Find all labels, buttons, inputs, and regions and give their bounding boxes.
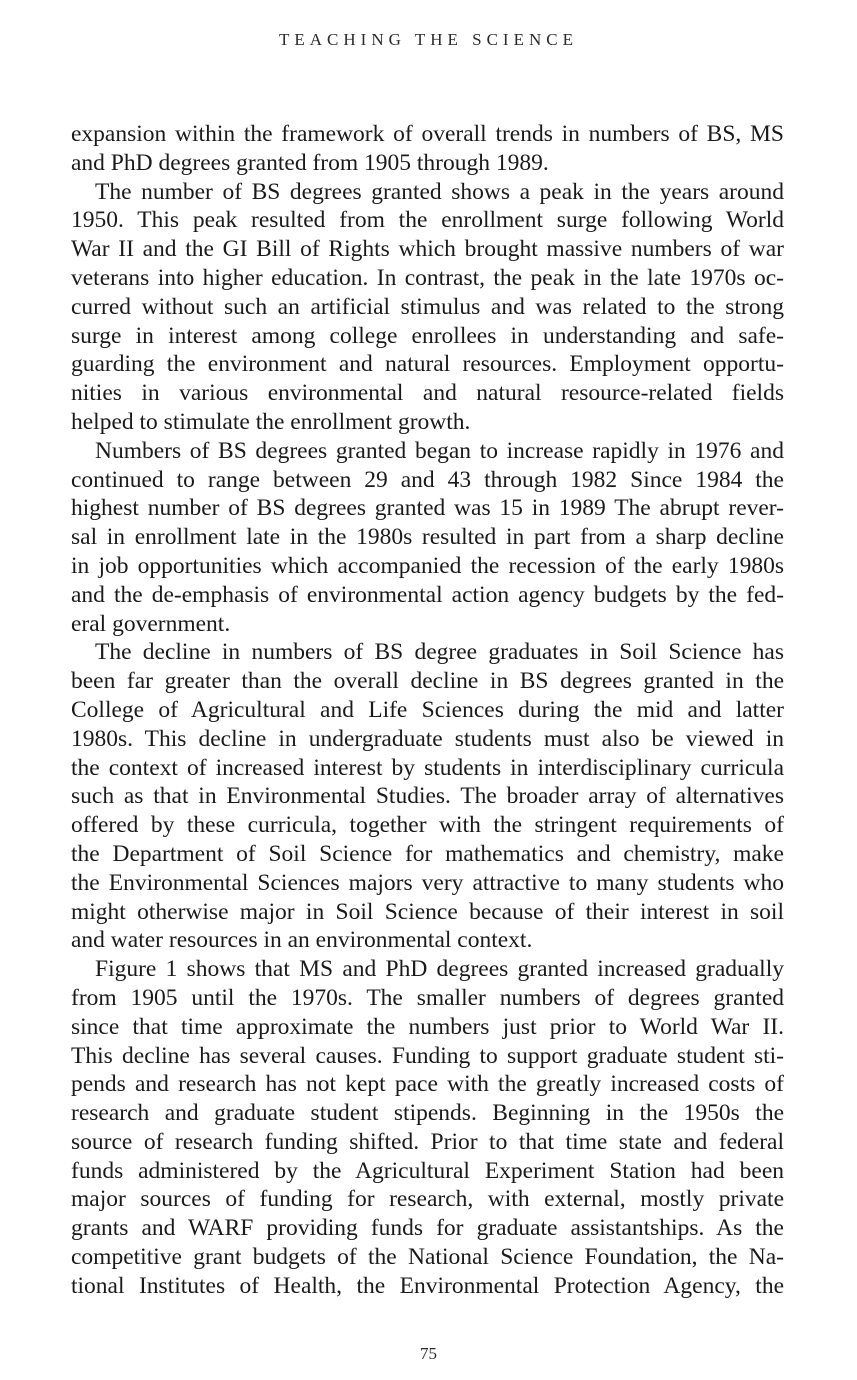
text-line: the Department of Soil Science for mathematics and chemistry, make	[71, 840, 784, 867]
text-line: might otherwise major in Soil Science because of their interest in soil	[71, 898, 784, 925]
body-text	[71, 120, 784, 1301]
paragraph	[71, 120, 784, 178]
text-line: major sources of funding for research, with external, mostly private	[71, 1186, 784, 1213]
text-line: helped to stimulate the enrollment growth.	[71, 408, 471, 435]
text-line: and the de-emphasis of environmental action agency budgets by the fed-	[71, 581, 784, 608]
text-line: source of research funding shifted. Prior to that time state and federal	[71, 1128, 784, 1155]
text-line: sal in enrollment late in the 1980s resulted in part from a sharp decline	[71, 524, 784, 551]
text-line: research and graduate student stipends. Beginning in the 1950s the	[71, 1100, 784, 1127]
text-line: College of Agricultural and Life Sciences during the mid and latter	[71, 696, 784, 723]
text-line: nities in various environmental and natural resource-related fields	[71, 380, 784, 407]
text-line: grants and WARF providing funds for graduate assistantships. As the	[71, 1215, 784, 1242]
text-line: since that time approximate the numbers just prior to World War II.	[71, 1013, 784, 1040]
running-head: TEACHING THE SCIENCE	[279, 30, 578, 49]
text-line: eral government.	[71, 610, 231, 637]
text-line: highest number of BS degrees granted was 15 in 1989 The abrupt rever-	[71, 495, 784, 522]
text-line: War II and the GI Bill of Rights which brought massive numbers of war	[71, 236, 784, 263]
text-line: This decline has several causes. Funding to support graduate student sti-	[71, 1042, 784, 1069]
text-line: offered by these curricula, together with the stringent requirements of	[71, 812, 784, 839]
text-line: Figure 1 shows that MS and PhD degrees granted increased gradually	[95, 956, 784, 983]
text-line: and PhD degrees granted from 1905 through 1989.	[71, 149, 549, 176]
text-line: curred without such an artificial stimulus and was related to the strong	[71, 293, 784, 320]
text-line: surge in interest among college enrollees in understanding and safe-	[71, 322, 784, 349]
text-line: expansion within the framework of overall trends in numbers of BS, MS	[71, 121, 784, 147]
text-line: tional Institutes of Health, the Environmental Protection Agency, the	[71, 1272, 784, 1299]
text-line: funds administered by the Agricultural Experiment Station had been	[71, 1157, 784, 1184]
paragraph	[71, 178, 784, 437]
text-line: 1950. This peak resulted from the enrollment surge following World	[71, 207, 784, 234]
page-number: 75	[420, 1344, 437, 1363]
text-line: been far greater than the overall decline in BS degrees granted in the	[71, 668, 784, 695]
text-line: and water resources in an environmental context.	[71, 927, 533, 954]
text-line: 1980s. This decline in undergraduate students must also be viewed in	[71, 725, 784, 752]
text-line: continued to range between 29 and 43 through 1982 Since 1984 the	[71, 466, 784, 493]
paragraph	[71, 638, 784, 955]
text-line: pends and research has not kept pace with the greatly increased costs of	[71, 1071, 784, 1098]
text-line: such as that in Environmental Studies. The broader array of alternatives	[71, 783, 784, 810]
text-line: The decline in numbers of BS degree graduates in Soil Science has	[95, 639, 784, 666]
paragraph	[71, 955, 784, 1301]
text-line: guarding the environment and natural resources. Employment opportu-	[71, 351, 784, 378]
text-line: veterans into higher education. In contrast, the peak in the late 1970s oc-	[71, 264, 784, 291]
text-line: competitive grant budgets of the National Science Foundation, the Na-	[71, 1244, 784, 1271]
text-line: in job opportunities which accompanied the recession of the early 1980s	[71, 552, 784, 579]
paragraph	[71, 437, 784, 639]
text-line: from 1905 until the 1970s. The smaller numbers of degrees granted	[71, 984, 784, 1011]
text-line: the Environmental Sciences majors very attractive to many students who	[71, 869, 784, 896]
text-line: Numbers of BS degrees granted began to increase rapidly in 1976 and	[95, 437, 784, 464]
text-line: the context of increased interest by students in interdisciplinary curricula	[71, 754, 784, 781]
text-line: The number of BS degrees granted shows a peak in the years around	[95, 178, 784, 205]
